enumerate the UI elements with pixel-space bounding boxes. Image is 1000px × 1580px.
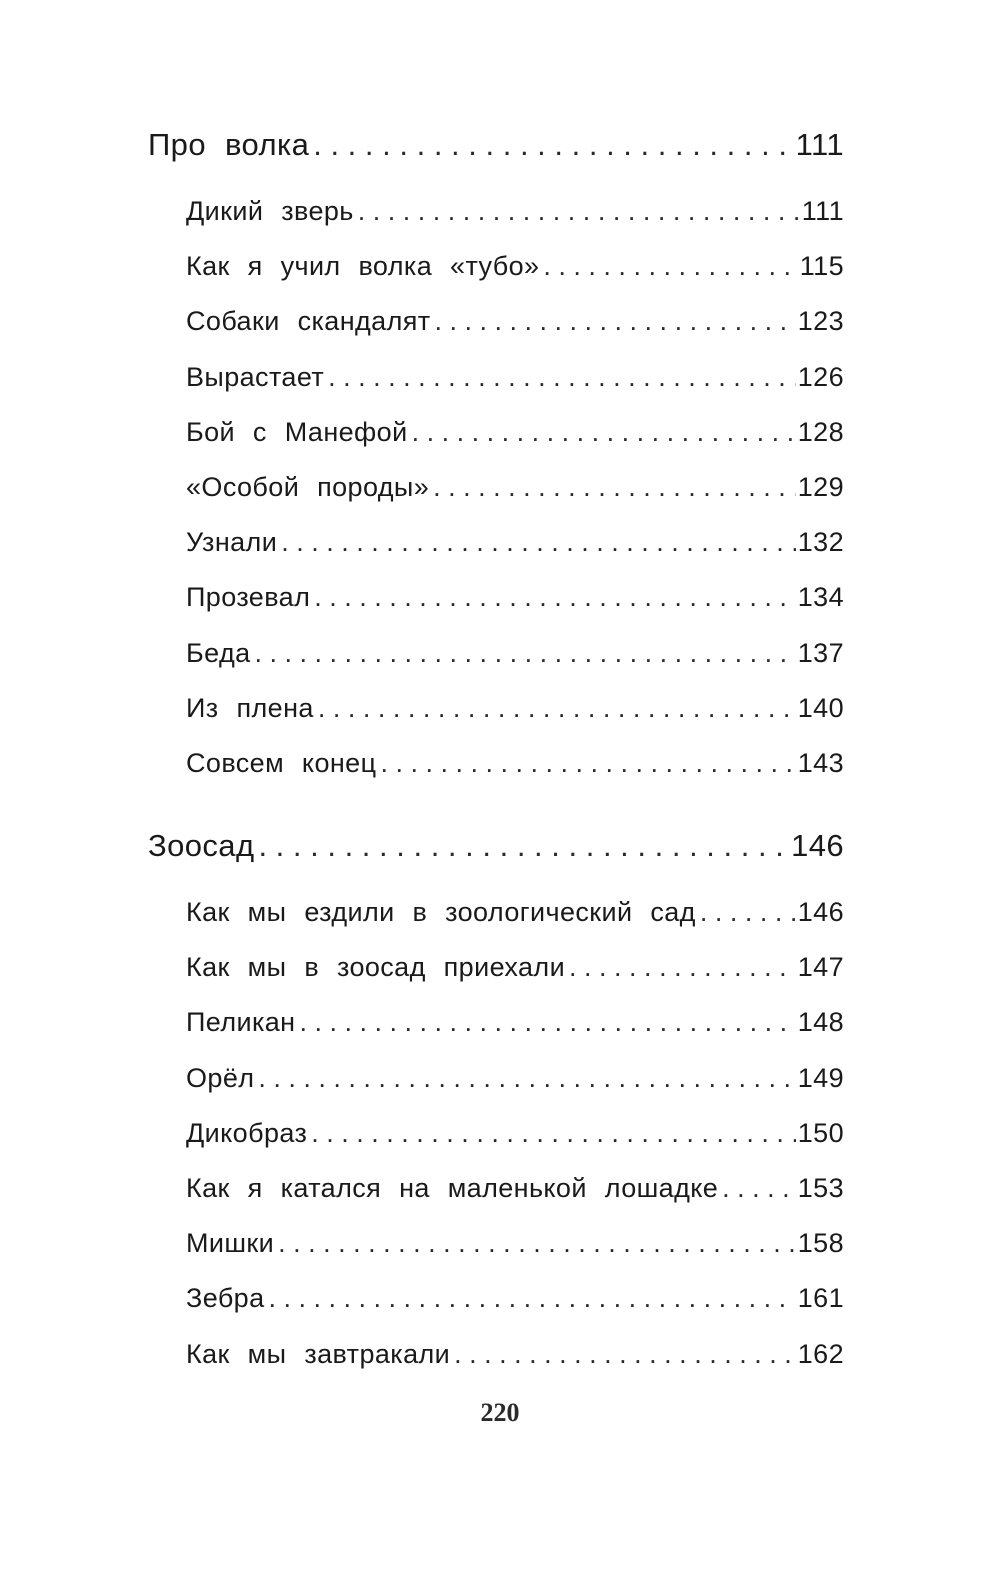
story-entry	[186, 1106, 844, 1161]
story-entry	[186, 626, 844, 681]
dot-leader	[300, 995, 796, 1050]
dot-leader	[278, 1216, 796, 1271]
story-page-number: 140	[797, 692, 844, 723]
story-page-number: 143	[797, 747, 844, 778]
chapter-title: Зоосад	[148, 828, 255, 864]
story-entry	[186, 1216, 844, 1271]
story-entry	[186, 460, 844, 515]
dot-leader	[380, 736, 795, 791]
story-entry	[186, 681, 844, 736]
story-page-number: 129	[797, 471, 844, 502]
story-entry	[186, 184, 844, 239]
story-page-number: 150	[797, 1117, 844, 1148]
dot-leader	[435, 294, 796, 349]
dot-leader	[269, 1271, 796, 1326]
story-title: Вырастает	[186, 361, 325, 392]
dot-leader	[258, 1051, 795, 1106]
story-entry	[186, 294, 844, 349]
story-page-number: 149	[797, 1062, 844, 1093]
chapter-page-number: 111	[795, 127, 844, 162]
dot-leader	[314, 570, 796, 625]
story-entry	[186, 885, 844, 940]
dot-leader	[700, 885, 796, 940]
dot-leader	[281, 515, 796, 570]
story-title: Мишки	[186, 1228, 275, 1259]
story-title: Бой с Манефой	[186, 416, 408, 447]
story-page-number: 126	[797, 361, 844, 392]
dot-leader	[311, 1106, 795, 1161]
chapter-entry	[148, 118, 844, 172]
story-page-number: 137	[797, 637, 844, 668]
dot-leader	[433, 460, 796, 515]
story-entry	[186, 515, 844, 570]
story-title: Беда	[186, 637, 251, 668]
story-page-number: 153	[797, 1173, 844, 1203]
story-entry	[186, 995, 844, 1050]
story-entry	[186, 1271, 844, 1326]
story-page-number: 148	[797, 1007, 844, 1038]
story-entry	[186, 1051, 844, 1106]
story-entry	[186, 239, 844, 294]
story-list	[148, 184, 844, 791]
story-title: Как я учил волка «тубо»	[186, 251, 540, 282]
story-entry	[186, 405, 844, 460]
story-list	[148, 885, 844, 1382]
dot-leader	[722, 1161, 796, 1216]
story-title: «Особой породы»	[186, 471, 430, 502]
dot-leader	[318, 681, 796, 736]
story-entry	[186, 736, 844, 791]
chapter-entry	[148, 819, 844, 873]
story-title: Узнали	[186, 527, 278, 558]
dot-leader	[454, 1327, 796, 1382]
story-page-number: 111	[801, 196, 844, 226]
story-title: Пеликан	[186, 1007, 296, 1038]
page-number: 220	[480, 1398, 520, 1427]
story-title: Как мы ездили в зоологический сад	[186, 897, 696, 928]
story-title: Дикий зверь	[186, 196, 354, 226]
dot-leader	[358, 184, 800, 239]
story-page-number: 158	[797, 1228, 844, 1259]
story-title: Собаки скандалят	[186, 306, 431, 337]
toc-section	[148, 118, 844, 791]
toc-section	[148, 819, 844, 1382]
story-entry	[186, 350, 844, 405]
dot-leader	[543, 239, 797, 294]
story-entry	[186, 1161, 844, 1216]
story-title: Дикобраз	[186, 1117, 308, 1148]
chapter-page-number: 146	[791, 828, 844, 864]
table-of-contents	[148, 118, 844, 1382]
dot-leader	[412, 405, 796, 460]
story-page-number: 128	[797, 416, 844, 447]
dot-leader	[313, 118, 793, 172]
story-title: Зебра	[186, 1283, 265, 1314]
story-entry	[186, 570, 844, 625]
dot-leader	[328, 350, 796, 405]
story-title: Как я катался на маленькой лошадке	[186, 1173, 719, 1203]
chapter-title: Про волка	[148, 127, 310, 162]
story-title: Как мы в зоосад приехали	[186, 952, 566, 983]
story-entry	[186, 940, 844, 995]
story-page-number: 123	[797, 306, 844, 337]
story-page-number: 146	[797, 897, 844, 928]
story-title: Совсем конец	[186, 747, 377, 778]
story-title: Из плена	[186, 692, 314, 723]
dot-leader	[258, 819, 789, 873]
story-title: Как мы завтракали	[186, 1338, 451, 1369]
story-title: Прозевал	[186, 582, 311, 613]
dot-leader	[569, 940, 796, 995]
story-title: Орёл	[186, 1062, 255, 1093]
story-page-number: 162	[797, 1338, 844, 1369]
story-page-number: 134	[797, 582, 844, 613]
story-page-number: 115	[799, 251, 844, 282]
story-entry	[186, 1327, 844, 1382]
story-page-number: 161	[797, 1283, 844, 1314]
story-page-number: 132	[797, 527, 844, 558]
dot-leader	[255, 626, 796, 681]
story-page-number: 147	[797, 952, 844, 983]
